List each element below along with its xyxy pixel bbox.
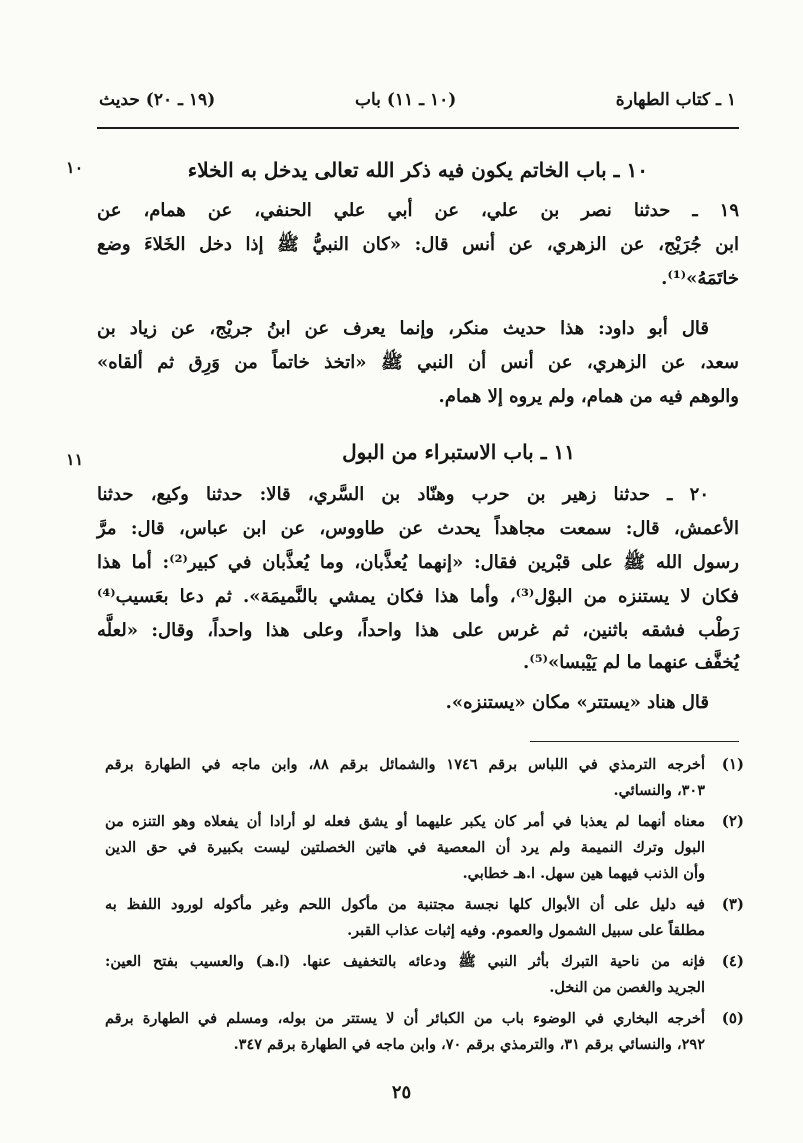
text-line: ٢٠ ـ حدثنا زهير بن حرب وهنّاد بن السَّري، قالا: حدثنا وكيع، حدثنا bbox=[97, 484, 709, 505]
footnote-line: فيه دليل على أن الأبوال كلها نجسة مجتنبة من مأكول اللحم وغير مأكوله لورود اللفظ به bbox=[105, 896, 705, 913]
text-line: فكان لا يستنزه من البوْل⁽³⁾، وأما هذا فكان يمشي بالنَّميمَة». ثم دعا بعَسيب⁽⁴⁾ bbox=[97, 586, 740, 607]
footnote-mark: (٢) bbox=[721, 812, 744, 830]
footnote-mark: (١) bbox=[721, 755, 744, 773]
text-line: رسول الله ﷺ على قبْرين فقال: «إنهما يُعذَّبان، وما يُعذَّبان في كبير⁽²⁾: أما هذا bbox=[97, 552, 740, 573]
footnote-line: فإنه من ناحية التبرك بأثر النبي ﷺ ودعائه بالتخفيف عنها. (ا.هـ) والعسيب بفتح العين: bbox=[105, 953, 705, 970]
text-line: سعد، عن الزهري، عن أنس أن النبي ﷺ «اتخذ خاتماً من وَرِق ثم ألقاه» bbox=[97, 352, 739, 373]
footnote-line: وأن الذنب فيهما هين سهل. ا.هـ خطابي. bbox=[462, 865, 705, 882]
footnote-line: مطلقاً على سبيل الشمول والعموم. وفيه إثبات عذاب القبر. bbox=[347, 922, 705, 939]
text-line: والوهم فيه من همام، ولم يروه إلا همام. bbox=[438, 386, 739, 407]
footnote-divider bbox=[530, 741, 739, 742]
text-line: يُخفَّف عنهما ما لم يَيْبسا»⁽⁵⁾. bbox=[523, 652, 739, 673]
margin-chapter-number: ١٠ bbox=[66, 158, 84, 177]
text-line: خاتَمَهُ»⁽¹⁾. bbox=[661, 268, 739, 289]
page-number: ٢٥ bbox=[391, 1082, 412, 1103]
text-line: رَطْب فشقه باثنين، ثم غرس على هذا واحداً، وعلى هذا واحداً، وقال: «لعلَّه bbox=[97, 620, 739, 641]
footnote-mark: (٤) bbox=[721, 952, 744, 970]
footnote-mark: (٣) bbox=[721, 895, 744, 913]
header-chapters-range: (١٠ ـ ١١) باب bbox=[355, 90, 457, 110]
text-line: ابن جُرَيْج، عن الزهري، عن أنس قال: «كان النبيُّ ﷺ إذا دخل الخَلاءَ وضع bbox=[97, 234, 739, 255]
header-book-title: ١ ـ كتاب الطهارة bbox=[615, 90, 736, 110]
text-line: الأعمش، قال: سمعت مجاهداً يحدث عن طاووس، عن ابن عباس، قال: مرَّ bbox=[97, 518, 739, 539]
footnote-line: البول وترك النميمة ولم يرد أن المعصية في هاتين الخصلتين ليست بكبيرة في حق الدين bbox=[105, 839, 705, 856]
margin-chapter-number: ١١ bbox=[66, 450, 84, 469]
chapter-title: ١٠ ـ باب الخاتم يكون فيه ذكر الله تعالى يدخل به الخلاء bbox=[187, 158, 648, 182]
footnote-line: ٢٩٢، والنسائي برقم ٣١، والترمذي برقم ٧٠، وابن ماجه في الطهارة برقم ٣٤٧. bbox=[233, 1036, 705, 1053]
footnote-mark: (٥) bbox=[721, 1009, 744, 1027]
text-line: قال هناد «يستتر» مكان «يستنزه». bbox=[445, 692, 709, 713]
footnote-line: أخرجه الترمذي في اللباس برقم ١٧٤٦ والشمائل برقم ٨٨، وابن ماجه في الطهارة برقم bbox=[105, 756, 705, 773]
footnote-line: معناه أنهما لم يعذبا في أمر كان يكبر عليهما أو يشق فعله لو أرادا أن يفعلاه وهو التنزه من bbox=[105, 813, 705, 830]
footnote-line: أخرجه البخاري في الوضوء باب من الكبائر أن لا يستتر من بوله، ومسلم في الطهارة برقم bbox=[105, 1010, 705, 1027]
header-hadith-range: (١٩ ـ ٢٠) حديث bbox=[99, 90, 216, 110]
text-line: ١٩ ـ حدثنا نصر بن علي، عن أبي علي الحنفي، عن همام، عن bbox=[97, 200, 739, 221]
header-divider bbox=[97, 127, 739, 129]
text-line: قال أبو داود: هذا حديث منكر، وإنما يعرف عن ابنُ جريْج، عن زياد بن bbox=[97, 318, 709, 339]
footnote-line: ٣٠٣، والنسائي. bbox=[613, 782, 705, 799]
chapter-title: ١١ ـ باب الاستبراء من البول bbox=[342, 440, 575, 464]
footnote-line: الجريد والغصن من النخل. bbox=[549, 979, 705, 996]
